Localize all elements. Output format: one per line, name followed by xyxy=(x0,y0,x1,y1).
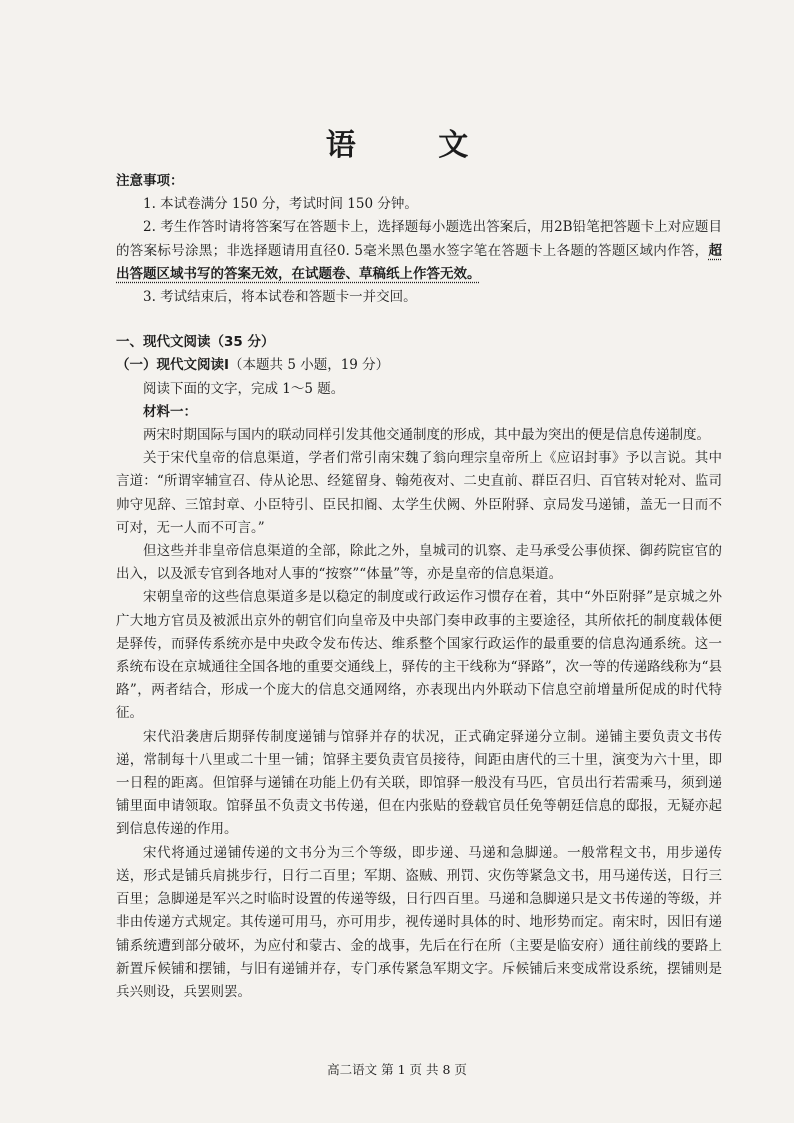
notice-item-3: 3. 考试结束后，将本试卷和答题卡一并交回。 xyxy=(143,289,417,306)
paragraph-1: 两宋时期国际与国内的联动同样引发其他交通制度的形成，其中最为突出的便是信息传递制度。 xyxy=(143,427,710,444)
page-content xyxy=(116,170,722,1004)
reading-instruction: 阅读下面的文字，完成 1～5 题。 xyxy=(143,380,345,397)
page-footer: 高二语文 第 1 页 共 8 页 xyxy=(327,1062,467,1077)
paragraph-3: 但这些并非皇帝信息渠道的全部，除此之外，皇城司的讥察、走马承受公事侦探、御药院宦官的出入，以及派专官到各地对人事的“按察”“体量”等，亦是皇帝的信息渠道。 xyxy=(116,543,722,583)
sub-section-note: （本题共 5 小题，19 分） xyxy=(229,357,390,374)
material-label: 材料一： xyxy=(143,403,197,420)
notice-heading: 注意事项： xyxy=(116,173,184,189)
notice-item-2-emphasis: 超出答题区域书写的答案无效，在试题卷、草稿纸上作答无效。 xyxy=(116,242,722,282)
sub-section-heading xyxy=(116,354,722,377)
notice-item-1: 1. 本试卷满分 150 分，考试时间 150 分钟。 xyxy=(143,196,418,213)
notice-item-2-text: 2. 考生作答时请将答案写在答题卡上，选择题每小题选出答案后，用2B铅笔把答题卡上对应题目的答案标号涂黑；非选择题请用直径0. 5毫米黑色墨水签字笔在答题卡上各题的答题区域内作答， xyxy=(116,219,722,259)
paragraph-4: 宋朝皇帝的这些信息渠道多是以稳定的制度或行政运作习惯存在着，其中“外臣附驿”是京城之外广大地方官员及被派出京外的朝官们向皇帝及中央部门奏申政事的主要途径，其所依托的制度载体便是驿传，而驿传系统亦是中央政令发布传达、维系整个国家行政运作的最重要的信息沟通系统。这一系统布设在京城通往全国各地的重要交通线上，驿传的主干线称为“驿路”，次一等的传递路线称为“县路”，两者结合，形成一个庞大的信息交通网络，亦表现出内外联动下信息空前增量所促成的时代特征。 xyxy=(116,589,722,722)
paragraph-5: 宋代沿袭唐后期驿传制度递铺与馆驿并存的状况，正式确定驿递分立制。递铺主要负责文书传递，常制每十八里或二十里一铺；馆驿主要负责官员接待，间距由唐代的三十里，演变为六十里，即一日程的距离。但馆驿与递铺在功能上仍有关联，即馆驿一般没有马匹，官员出行若需乘马，须到递铺里面申请领取。馆驿虽不负责文书传递，但在内张贴的登载官员任免等朝廷信息的邸报，无疑亦起到信息传递的作用。 xyxy=(116,728,722,838)
paragraph-2: 关于宋代皇帝的信息渠道，学者们常引南宋魏了翁向理宗皇帝所上《应诏封事》予以言说。其中言道：“所谓宰辅宣召、侍从论思、经筵留身、翰苑夜对、二史直前、群臣召归、百官转对轮对、监司帅守见辞、三馆封章、小臣特引、臣民扣阍、太学生伏阙、外臣附驿、京局发马递铺，盖无一日而不可对，无一人而不可言。” xyxy=(116,450,722,536)
page-title: 语 文 xyxy=(325,128,505,163)
sub-section-title: （一）现代文阅读Ⅰ xyxy=(116,357,230,374)
paragraph-6: 宋代将通过递铺传递的文书分为三个等级，即步递、马递和急脚递。一般常程文书，用步递传送，形式是铺兵肩挑步行，日行二百里；军期、盗贼、刑罚、灾伤等紧急文书，用马递传送，日行三百里；急脚递是军兴之时临时设置的传递等级，日行四百里。马递和急脚递只是文书传递的等级，并非由传递方式规定。其传递可用马，亦可用步，视传递时具体的时、地形势而定。南宋时，因旧有递铺系统遭到部分破坏，为应付和蒙古、金的战事，先后在行在所（主要是临安府）通往前线的要路上新置斥候铺和摆铺，与旧有递铺并存，专门承传紧急军期文字。斥候铺后来变成常设系统，摆铺则是兵兴则设，兵罢则罢。 xyxy=(116,844,722,1000)
notice-item-2 xyxy=(116,216,722,286)
section-heading: 一、现代文阅读（35 分） xyxy=(116,334,275,351)
